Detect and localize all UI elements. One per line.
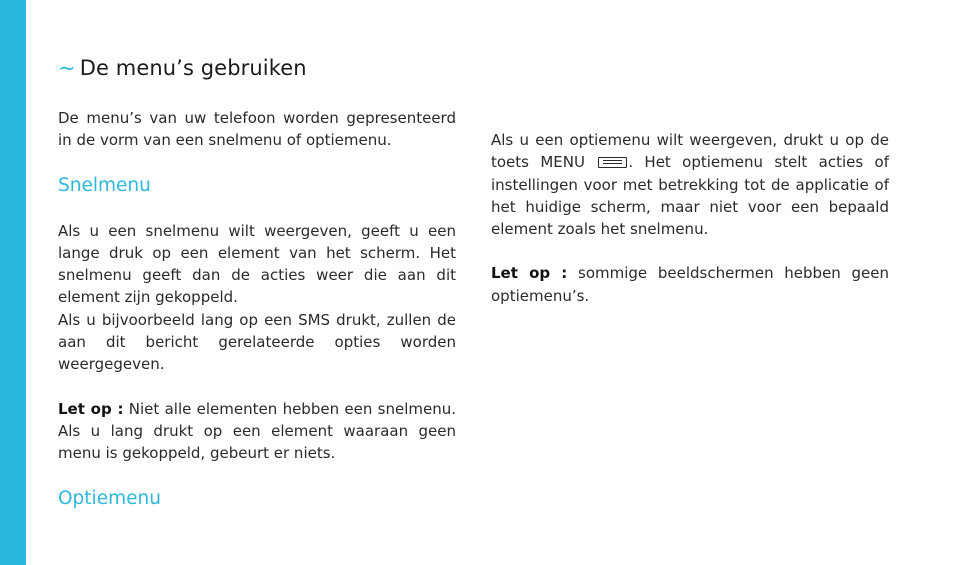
side-accent-bar [0,0,26,565]
title-tilde: ~ [58,56,76,80]
note-label: Let op : [491,264,568,283]
optiemenu-heading: Optiemenu [58,487,161,509]
optiemenu-paragraph [491,129,889,240]
page-title [58,56,307,80]
snelmenu-note [58,398,456,465]
note-label: Let op : [58,399,124,418]
snelmenu-paragraph-1: Als u een snelmenu wilt weergeven, geeft u een lange druk op een element van het scherm. Het snelmenu geeft dan de acties weer die aan dit element zijn gekoppeld. [58,221,456,307]
right-column [491,129,889,307]
optiemenu-text-before-key: Als u een optiemenu wilt weergeven, drukt u op de toets MENU [491,131,889,172]
snelmenu-heading: Snelmenu [58,174,151,196]
note-text: Niet alle elementen hebben een snelmenu. Als u lang drukt op een element waaraan geen menu is gekoppeld, gebeurt er niets. [58,399,456,463]
optiemenu-text-after-key: . Het optiemenu stelt acties of instellingen voor met betrekking tot de applicatie of het huidige scherm, maar niet voor een bepaald element zoals het snelmenu. [491,153,890,239]
page-title-text: De menu’s gebruiken [79,56,307,80]
optiemenu-note [491,262,889,307]
note-text: sommige beeldschermen hebben geen optiemenu’s. [491,264,890,305]
menu-key-icon [598,157,627,168]
left-column [58,107,456,511]
intro-paragraph: De menu’s van uw telefoon worden gepresenteerd in de vorm van een snelmenu of optiemenu. [58,109,456,150]
snelmenu-paragraph-2: Als u bijvoorbeeld lang op een SMS drukt, zullen de aan dit bericht gerelateerde opties worden weergegeven. [58,310,456,374]
